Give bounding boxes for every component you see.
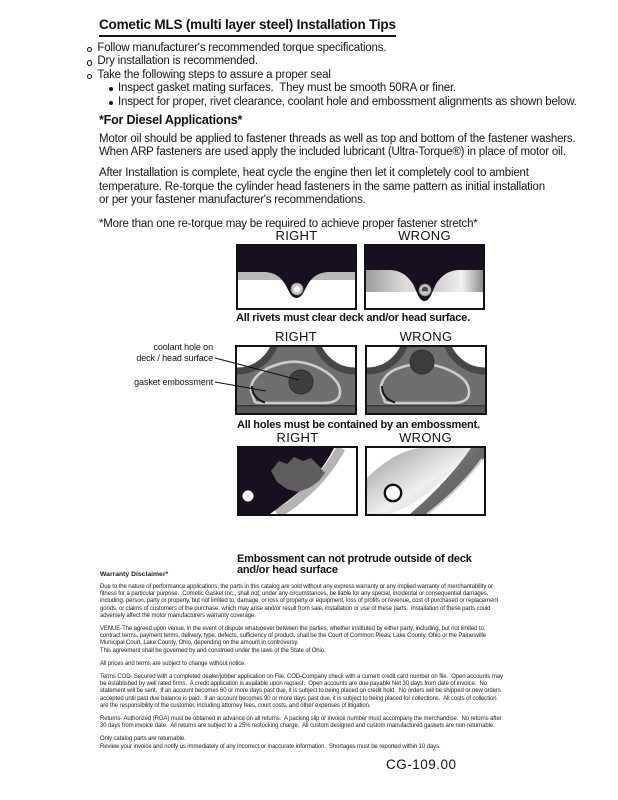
bullet-text: Follow manufacturer's recommended torque specifications.: [97, 42, 387, 54]
wrong-label: WRONG: [399, 329, 453, 344]
paragraph-line: When ARP fasteners are used apply the included lubricant (Ultra-Torque®) in place of motor oil.: [99, 146, 566, 159]
legal-line: are the responsibility of the customer, including attorney fees, court costs, and other expenses of litigation.: [100, 702, 371, 709]
page-number: CG-109.00: [386, 757, 457, 772]
sub-bullet-item: [109, 96, 577, 109]
legal-line: goods, or claims of customers of the purchase, which may arise and/or result from sale, installation or use of these parts. Installation of these parts could: [100, 605, 491, 612]
hollow-bullet-icon: [87, 60, 92, 65]
legal-line: adversely affect the motor manufacturers warranty coverage.: [100, 612, 256, 619]
retorque-note: *More than one re-torque may be required to achieve proper fastener stretch*: [99, 218, 478, 231]
legal-line: accepted until past due balance is paid. If an account becomes 90 or more days past due, it is subject to being placed for collections. All costs of collection: [100, 695, 497, 702]
legal-paragraph: [100, 716, 530, 730]
diesel-heading: *For Diesel Applications*: [99, 113, 243, 127]
legal-line: contract terms, payment terms, delivery, type, defects, sufficiency of product, shall be the Court of Common Pleas, Lake County, Ohio or the Painesville: [100, 633, 486, 640]
legal-paragraph: [100, 736, 530, 750]
fig2-wrong-diagram: [365, 345, 487, 415]
callout-line: coolant hole on: [153, 342, 213, 352]
wrong-label: WRONG: [398, 228, 451, 243]
caption-line: and/or head surface: [237, 564, 338, 576]
figure-rivet-clearance: [236, 228, 485, 325]
legal-line: VENUE-The agreed upon venue, in the event of dispute whatsoever between the parties, whether instituted by either party, including, but not limited to,: [100, 626, 486, 633]
diesel-section: [99, 113, 575, 230]
hollow-bullet-icon: [87, 74, 92, 79]
figure-caption: All holes must be contained by an embossment.: [237, 419, 480, 431]
figure-columns: [237, 430, 486, 516]
title-wrap: [99, 16, 396, 37]
legal-line: Review your invoice and notify us immediately of any incorrect or inaccurate information. Shortages must be reported within 10 days.: [100, 743, 441, 750]
solid-bullet-icon: [109, 87, 113, 91]
page-title: Cometic MLS (multi layer steel) Installation Tips: [99, 17, 396, 37]
legal-line: Returns- Authorized (RGA) must be obtained in advance on all returns. A packing slip or invoice number must accompany the merchandise. No returns after: [100, 716, 502, 723]
legal-paragraph: [100, 626, 530, 655]
legal-line: including, person, party or property, but not limited to, damage, or loss of property or equipment, loss of profits or revenue, cost of purchased or replacement: [100, 598, 499, 605]
legal-line: Municipal Court, Lake County, Ohio, depending on the amount in controversy.: [100, 640, 299, 647]
figure-hole-embossment: [120, 329, 490, 437]
figure-embossment-protrusion: [237, 430, 486, 577]
caption-line: Embossment can not protrude outside of deck: [237, 552, 472, 565]
installation-tips-list: [87, 42, 577, 109]
legal-line: statement will be sent. If an account becomes 60 or more days past due, it is subject to being placed on credit hold. No orders will be shipped or new orders: [100, 688, 501, 695]
bullet-text: Dry installation is recommended.: [97, 55, 258, 68]
diesel-paragraph: [99, 133, 575, 159]
fig3-right-diagram: [237, 446, 358, 516]
figure-wrong-column: [364, 228, 485, 310]
paragraph-line: or per your fastener manufacturer's recommendations.: [99, 193, 366, 206]
legal-line: Terms COD- Secured with a completed dealer/jobber application on File, COD-Company check with a current credit card number on file. Open accounts may: [100, 674, 503, 681]
callout-coolant-hole: [120, 342, 213, 363]
figure-right-column: [236, 228, 357, 310]
legal-line: 30 days from invoice date. All returns are subject to a 25% restocking charge. All custom designed and custom manufactured gaskets are non-returnable.: [100, 723, 495, 730]
legal-paragraph: [100, 674, 530, 710]
legal-line: fitness for a particular purpose. Cometic Gasket Inc., shall not, under any circumstances, be liable for any special, incidental or consequential damages,: [100, 591, 489, 598]
bullet-item: [87, 42, 577, 55]
right-label: RIGHT: [275, 228, 318, 243]
bullet-text: Take the following steps to assure a proper seal: [97, 68, 331, 81]
fig2-right-diagram: [235, 345, 357, 415]
legal-line: be established by well rated firms. A credit application is available upon request. Open accounts are due payable Net 30 days from date of invoice. No: [100, 681, 487, 688]
fig1-wrong-diagram: [364, 244, 485, 310]
figure-right-column: [235, 329, 357, 415]
figure-right-column: [237, 430, 358, 516]
bullet-text: Inspect gasket mating surfaces. They must be smooth 50RA or finer.: [118, 82, 456, 95]
bullet-item: [87, 55, 577, 68]
figure-wrong-column: [365, 329, 487, 415]
warranty-disclaimer-section: [100, 571, 530, 757]
legal-paragraph: [100, 584, 530, 620]
paragraph-line: temperature. Re-torque the cylinder head fasteners in the same pattern as initial installation: [99, 180, 545, 193]
diesel-paragraph: [99, 167, 575, 207]
sub-bullet-item: [109, 82, 577, 95]
bullet-text: Inspect for proper, rivet clearance, coolant hole and embossment alignments as shown below.: [118, 95, 577, 108]
legal-paragraph: [100, 661, 530, 668]
legal-line: Only catalog parts are returnable.: [100, 736, 186, 743]
legal-line: This agreement shall be governed by and construed under the laws of the State of Ohio.: [100, 647, 326, 654]
wrong-label: WRONG: [399, 430, 452, 445]
figure-caption: All rivets must clear deck and/or head surface.: [236, 312, 470, 324]
figure-caption: [237, 519, 486, 577]
legal-line: Due to the nature of performance applications, the parts in this catalog are sold without any express warranty or any implied warranty of merchantability or: [100, 584, 493, 590]
right-label: RIGHT: [276, 430, 319, 445]
callout-gasket-embossment: gasket embossment: [134, 377, 213, 387]
callout-line: deck / head surface: [136, 352, 213, 363]
figure-wrong-column: [365, 430, 486, 516]
paragraph-line: After Installation is complete, heat cycle the engine then let it completely cool to ambient: [99, 167, 529, 180]
right-label: RIGHT: [275, 329, 317, 344]
fig1-right-diagram: [236, 244, 357, 310]
figure-columns: [236, 228, 485, 310]
bullet-item: [87, 69, 577, 82]
warranty-heading: Warranty Disclaimer*: [100, 571, 169, 578]
legal-line: All prices and terms are subject to change without notice.: [100, 660, 246, 667]
paragraph-line: Motor oil should be applied to fastener threads as well as top and bottom of the fastener washers.: [99, 133, 576, 145]
fig3-wrong-diagram: [365, 446, 486, 516]
solid-bullet-icon: [109, 101, 113, 105]
hollow-bullet-icon: [87, 47, 92, 52]
